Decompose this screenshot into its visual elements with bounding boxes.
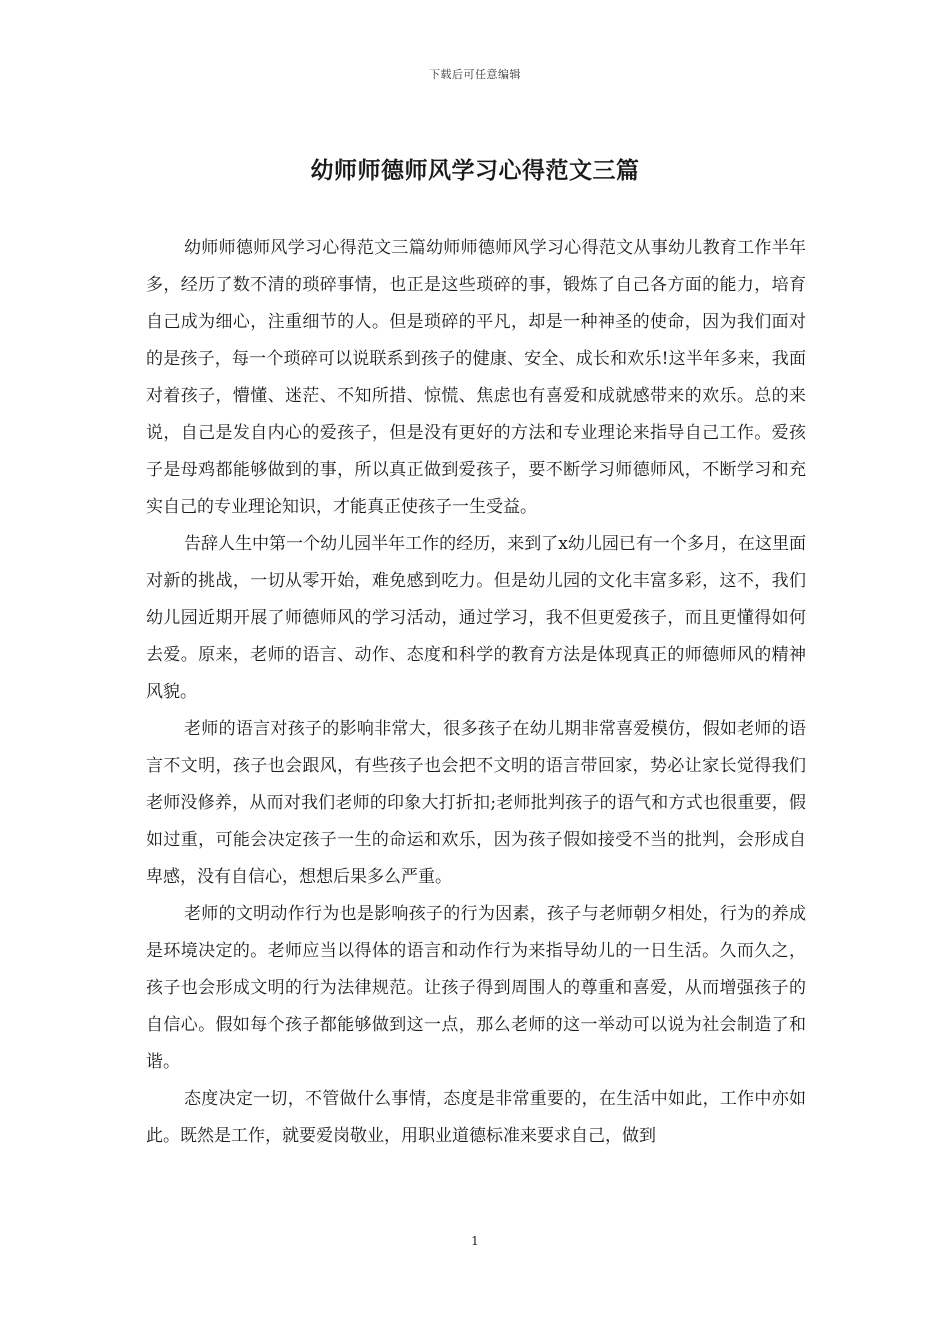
document-title: 幼师师德师风学习心得范文三篇	[310, 157, 640, 184]
paragraph-5: 态度决定一切，不管做什么事情，态度是非常重要的，在生活中如此，工作中亦如此。既然是工作，就要爱岗敬业，用职业道德标准来要求自己，做到	[146, 1089, 806, 1146]
document-body	[146, 230, 806, 1155]
page-number: 1	[471, 1234, 479, 1248]
paragraph-1: 幼师师德师风学习心得范文三篇幼师师德师风学习心得范文从事幼儿教育工作半年多，经历了数不清的琐碎事情，也正是这些琐碎的事，锻炼了自己各方面的能力，培育自己成为细心，注重细节的人。但是琐碎的平凡，却是一种神圣的使命，因为我们面对的是孩子，每一个琐碎可以说联系到孩子的健康、安全、成长和欢乐!这半年多来，我面对着孩子，懵懂、迷茫、不知所措、惊慌、焦虑也有喜爱和成就感带来的欢乐。总的来说，自己是发自内心的爱孩子，但是没有更好的方法和专业理论来指导自己工作。爱孩子是母鸡都能够做到的事，所以真正做到爱孩子，要不断学习师德师风，不断学习和充实自己的专业理论知识，才能真正使孩子一生受益。	[146, 238, 806, 517]
paragraph-2: 告辞人生中第一个幼儿园半年工作的经历，来到了x幼儿园已有一个多月，在这里面对新的挑战，一切从零开始，难免感到吃力。但是幼儿园的文化丰富多彩，这不，我们幼儿园近期开展了师德师风的学习活动，通过学习，我不但更爱孩子，而且更懂得如何去爱。原来，老师的语言、动作、态度和科学的教育方法是体现真正的师德师风的精神风貌。	[146, 534, 806, 702]
header-note: 下载后可任意编辑	[429, 68, 521, 81]
paragraph-4: 老师的文明动作行为也是影响孩子的行为因素，孩子与老师朝夕相处，行为的养成是环境决定的。老师应当以得体的语言和动作行为来指导幼儿的一日生活。久而久之，孩子也会形成文明的行为法律规范。让孩子得到周围人的尊重和喜爱，从而增强孩子的自信心。假如每个孩子都能够做到这一点，那么老师的这一举动可以说为社会制造了和谐。	[146, 904, 806, 1072]
paragraph-3: 老师的语言对孩子的影响非常大，很多孩子在幼儿期非常喜爱模仿，假如老师的语言不文明，孩子也会跟风，有些孩子也会把不文明的语言带回家，势必让家长觉得我们老师没修养，从而对我们老师的印象大打折扣;老师批判孩子的语气和方式也很重要，假如过重，可能会决定孩子一生的命运和欢乐，因为孩子假如接受不当的批判，会形成自卑感，没有自信心，想想后果多么严重。	[146, 719, 806, 887]
